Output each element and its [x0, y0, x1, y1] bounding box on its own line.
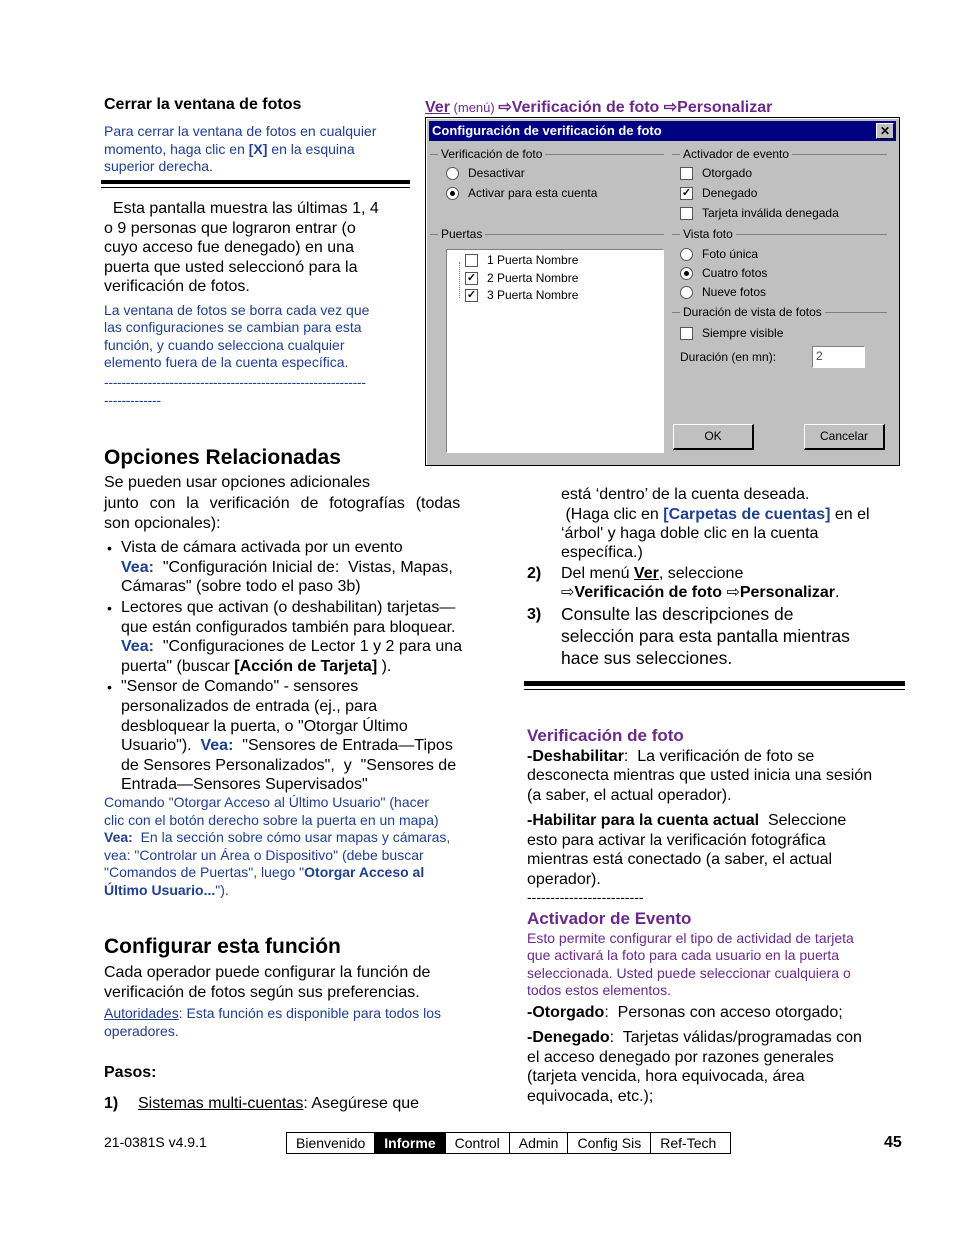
- auth-line: Autoridades: Esta función es disponible para todos los: [104, 1005, 441, 1021]
- checkbox-siempre-visible[interactable]: Siempre visible: [680, 326, 783, 340]
- door-item-2[interactable]: ✓ 2 Puerta Nombre: [466, 271, 579, 285]
- note-line-4: elemento fuera de la cuenta específica.: [104, 354, 349, 370]
- desc-line-4: puerta que usted seleccionó para la: [104, 259, 358, 276]
- arrow-right-icon: ⇨: [726, 584, 740, 601]
- cmd-line-3: Vea: En la sección sobre cómo usar mapas y cámaras,: [104, 829, 451, 845]
- nav-config-sis[interactable]: Config Sis: [568, 1133, 651, 1153]
- breadcrumb-verificacion[interactable]: Verificación de foto: [511, 99, 664, 116]
- divider-top: [101, 180, 410, 184]
- hab-line-3: mientras está conectado (a saber, el actual: [527, 851, 833, 868]
- arrow-right-icon: ⇨: [498, 99, 512, 116]
- auth-line-2: operadores.: [104, 1023, 179, 1039]
- bullet-3-line-1: "Sensor de Comando" - sensores: [121, 678, 359, 695]
- note-line-1: La ventana de fotos se borra cada vez que: [104, 302, 370, 318]
- bullet-2-line-4: puerta" (buscar [Acción de Tarjeta] ).: [121, 658, 392, 675]
- step-2-line-1: Del menú Ver, seleccione: [561, 565, 744, 582]
- steps-heading: Pasos:: [104, 1064, 157, 1081]
- bullet-3-line-3: desbloquear la puerta, o "Otorgar Último: [121, 718, 408, 735]
- ok-button[interactable]: OK: [673, 424, 754, 450]
- radio-cuatro-fotos[interactable]: Cuatro fotos: [680, 266, 767, 280]
- close-text-2: momento, haga clic en [X] en la esquina: [104, 141, 355, 157]
- desh-line-2: desconecta mientras que usted inicia una sesión: [527, 767, 873, 784]
- divider-right: [524, 681, 905, 686]
- cancel-button[interactable]: Cancelar: [804, 424, 885, 450]
- step-3-line-1: Consulte las descripciones de: [561, 604, 794, 624]
- haga-line: (Haga clic en [Carpetas de cuentas] en el: [561, 506, 870, 523]
- cmd-line-6: Último Usuario...").: [104, 882, 229, 898]
- bullet-1-line-1: Vista de cámara activada por un evento: [121, 539, 403, 556]
- photo-verification-dialog: [425, 117, 900, 466]
- divider-right-thin: [524, 689, 905, 690]
- otorg-line: -Otorgado: Personas con acceso otorgado;: [527, 1004, 843, 1021]
- trigger-line-2: que activará la foto para cada usuario en la puerta: [527, 947, 840, 963]
- trigger-line-4: todos estos elementos.: [527, 982, 671, 998]
- checkbox-tarjeta-invalida[interactable]: Tarjeta inválida denegada: [680, 206, 839, 220]
- related-heading: Opciones Relacionadas: [104, 446, 341, 469]
- bullet-2-line-3: Vea: "Configuraciones de Lector 1 y 2 para una: [121, 638, 463, 655]
- step-2-line-2: ⇨Verificación de foto ⇨Personalizar.: [561, 584, 840, 601]
- bullet-dot: •: [107, 540, 112, 556]
- bullet-1-line-2: Vea: "Configuración Inicial de: Vistas, Mapas,: [121, 559, 453, 576]
- deneg-line-1: -Denegado: Tarjetas válidas/programadas con: [527, 1029, 862, 1046]
- close-icon[interactable]: ✕: [876, 123, 894, 139]
- arrow-right-icon: ⇨: [663, 99, 678, 116]
- arrow-right-icon: ⇨: [561, 584, 575, 601]
- related-intro-2: junto con la verificación de fotografías (todas: [104, 495, 461, 512]
- bullet-dot: •: [107, 600, 112, 616]
- checkbox-denegado[interactable]: ✓ Denegado: [681, 186, 758, 200]
- cmd-line-1: Comando "Otorgar Acceso al Último Usuario" (hacer: [104, 794, 430, 810]
- step-3-number: 3): [527, 606, 542, 623]
- bullet-1-line-3: Cámaras" (sobre todo el paso 3b): [121, 578, 361, 595]
- related-intro-3: son opcionales):: [104, 515, 221, 532]
- radio-nueve-fotos[interactable]: Nueve fotos: [680, 285, 766, 299]
- desh-line-3: (a saber, el actual operador).: [527, 787, 732, 804]
- close-text-1: Para cerrar la ventana de fotos en cualquier: [104, 123, 377, 139]
- dashes-1: ------------------------------------------------------------: [104, 374, 366, 390]
- deneg-line-3: (tarjeta vencida, hora equivocada, área: [527, 1068, 805, 1085]
- bullet-dot: •: [107, 679, 112, 695]
- nav-admin[interactable]: Admin: [510, 1133, 569, 1153]
- config-heading: Configurar esta función: [104, 935, 341, 958]
- verif-heading: Verificación de foto: [527, 726, 684, 745]
- trigger-line-3: seleccionada. Usted puede seleccionar cualquiera o: [527, 965, 851, 981]
- deneg-line-4: equivocada, etc.);: [527, 1088, 654, 1105]
- desh-line-1: -Deshabilitar: La verificación de foto se: [527, 748, 815, 765]
- nav-informe[interactable]: Informe: [375, 1133, 445, 1153]
- config-line-1: Cada operador puede configurar la función de: [104, 964, 431, 981]
- bullet-3-line-2: personalizados de entrada (ej., para: [121, 698, 378, 715]
- cmd-line-2: clic con el botón derecho sobre la puerta en un mapa): [104, 812, 439, 828]
- trigger-line-1: Esto permite configurar el tipo de actividad de tarjeta: [527, 930, 854, 946]
- hab-line-4: operador).: [527, 871, 601, 888]
- bullet-3-line-6: Entrada—Sensores Supervisados": [121, 776, 368, 793]
- breadcrumb-personalizar[interactable]: Personalizar: [677, 99, 773, 116]
- note-line-3: función, y cuando selecciona cualquier: [104, 337, 345, 353]
- nav-bienvenido[interactable]: Bienvenido: [287, 1133, 375, 1153]
- duration-group: Duración de vista de fotos: [672, 312, 887, 313]
- step-3-line-2: selección para esta pantalla mientras: [561, 626, 850, 646]
- dialog-title: [429, 121, 896, 141]
- bullet-3-line-4: Usuario"). Vea: "Sensores de Entrada—Tipos: [121, 737, 453, 754]
- duration-input[interactable]: 2: [812, 346, 865, 368]
- doors-list[interactable]: [446, 249, 664, 453]
- arbol-line: ‘árbol' y haga doble clic en la cuenta: [561, 525, 819, 542]
- breadcrumb: Ver (menú) ⇨Verificación de foto ⇨Personalizar: [425, 99, 773, 116]
- view-group: Vista foto: [672, 234, 887, 235]
- cmd-line-5: "Comandos de Puertas", luego "Otorgar Acceso al: [104, 864, 425, 880]
- hab-line-1: -Habilitar para la cuenta actual Seleccione: [527, 812, 847, 829]
- hab-line-2: esto para activar la verificación fotográfica: [527, 832, 826, 849]
- breadcrumb-ver[interactable]: Ver: [425, 99, 450, 116]
- step-3-line-3: hace sus selecciones.: [561, 648, 733, 668]
- desc-line-3: cuyo acceso fue denegado) en una: [104, 239, 354, 256]
- radio-desactivar[interactable]: Desactivar: [446, 166, 525, 180]
- desc-line-2: o 9 personas que lograron entrar (o: [104, 220, 356, 237]
- desc-line-5: verificación de fotos.: [104, 278, 250, 295]
- step-2-number: 2): [527, 565, 542, 582]
- door-item-1[interactable]: 1 Puerta Nombre: [465, 253, 578, 267]
- step-1-number: 1): [104, 1095, 119, 1112]
- cmd-line-4: vea: "Controlar un Área o Dispositivo" (debe buscar: [104, 847, 424, 863]
- trigger-group: Activador de evento: [672, 154, 887, 155]
- radio-activar[interactable]: Activar para esta cuenta: [446, 186, 597, 200]
- doc-id: 21-0381S v4.9.1: [104, 1134, 207, 1150]
- page-number: 45: [884, 1134, 902, 1151]
- desc-line-1: Esta pantalla muestra las últimas 1, 4: [104, 200, 379, 217]
- dialog-title-text: Configuración de verificación de foto: [432, 123, 662, 138]
- nav-ref-tech[interactable]: Ref-Tech: [660, 1135, 717, 1151]
- dashes-right: -------------------------: [527, 889, 644, 905]
- config-line-2: verificación de fotos según sus preferencias.: [104, 984, 420, 1001]
- nav-control[interactable]: Control: [446, 1133, 510, 1153]
- deneg-line-2: el acceso denegado por razones generales: [527, 1049, 834, 1066]
- trigger-heading: Activador de Evento: [527, 909, 692, 928]
- tree-line: [459, 262, 461, 298]
- dashes-2: -------------: [104, 392, 161, 408]
- auth-link[interactable]: Autoridades: [104, 1005, 179, 1021]
- note-line-2: las configuraciones se cambian para esta: [104, 319, 362, 335]
- bullet-2-line-2: que están configurados también para bloquear.: [121, 619, 456, 636]
- duration-label: Duración (en mn):: [680, 350, 777, 364]
- divider-top-thin: [101, 187, 410, 188]
- footer-nav: [286, 1132, 731, 1154]
- related-intro-1: Se pueden usar opciones adicionales: [104, 474, 370, 491]
- close-heading: Cerrar la ventana de fotos: [104, 96, 302, 113]
- radio-foto-unica[interactable]: Foto única: [680, 247, 758, 261]
- cont-line-1: está ‘dentro’ de la cuenta deseada.: [561, 486, 810, 503]
- bullet-3-line-5: de Sensores Personalizados", y "Sensores de: [121, 757, 457, 774]
- doors-group: Puertas: [430, 234, 664, 235]
- especifica-line: específica.): [561, 544, 643, 561]
- door-item-3[interactable]: ✓ 3 Puerta Nombre: [466, 288, 579, 302]
- close-text-3: superior derecha.: [104, 158, 213, 174]
- checkbox-otorgado[interactable]: Otorgado: [680, 166, 752, 180]
- bullet-2-line-1: Lectores que activan (o deshabilitan) tarjetas—: [121, 599, 456, 616]
- verification-group: Verificación de foto: [430, 154, 664, 155]
- step-1-text: Sistemas multi-cuentas: Asegúrese que: [138, 1095, 420, 1112]
